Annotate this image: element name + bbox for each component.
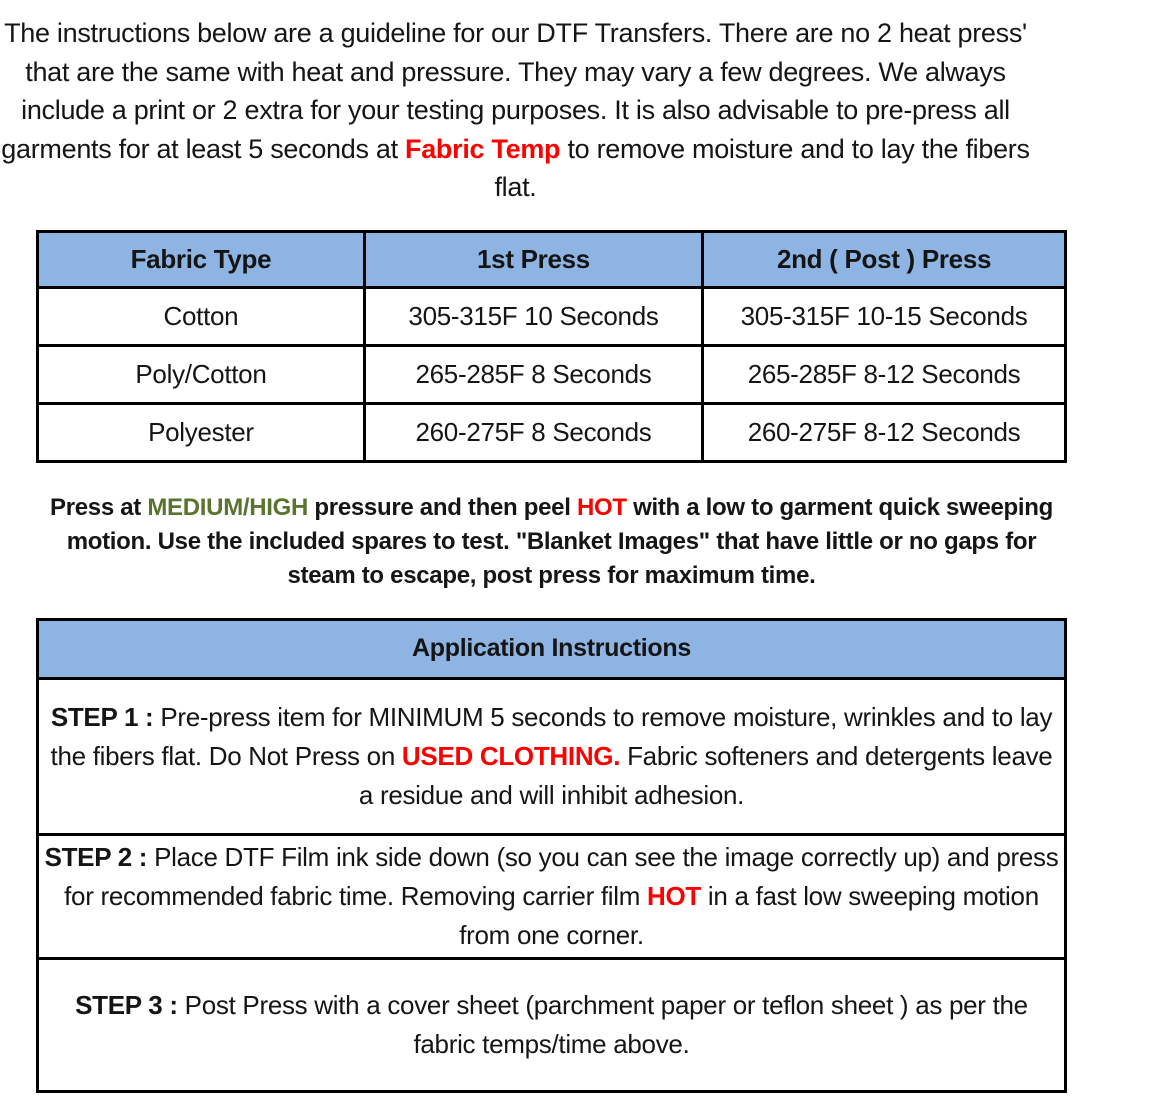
application-instructions-section <box>36 618 1067 1093</box>
header-1st-press: 1st Press <box>364 231 702 287</box>
cell-second-press: 260-275F 8-12 Seconds <box>703 403 1066 461</box>
intro-text-before: The instructions below are a guideline for our DTF Transfers. There are no 2 heat press' that are the same with heat and pressure. They may vary a few degrees. We always include a print or 2 extra for your testing purposes. It is also advisable to pre-press all garments for at least 5 seconds at <box>1 18 1027 164</box>
used-clothing-highlight: USED CLOTHING. <box>401 740 621 771</box>
step-1-seg1: Pre-press item for MINIMUM 5 seconds to remove moisture, wrinkles and to lay the fibers flat. Do Not Press on <box>50 701 1053 771</box>
hot-highlight: HOT <box>576 493 627 521</box>
intro-text-after: to remove moisture and to lay the fibers flat. <box>494 133 1030 202</box>
cell-fabric: Poly/Cotton <box>38 345 365 403</box>
application-table-header-row <box>38 619 1066 678</box>
note-seg5: with a low to garment quick sweeping motion. Use the included spares to test. "Blanket Images" that have little or no gaps for steam to escape, post press for maximum time. <box>66 493 1054 589</box>
medium-high-highlight: MEDIUM/HIGH <box>147 493 309 521</box>
step-2-seg3: in a fast low sweeping motion from one corner. <box>459 880 1039 950</box>
application-instructions-title: Application Instructions <box>38 619 1066 678</box>
cell-second-press: 265-285F 8-12 Seconds <box>703 345 1066 403</box>
cell-first-press: 305-315F 10 Seconds <box>364 287 702 345</box>
step-1-cell <box>38 678 1066 834</box>
cell-fabric: Cotton <box>38 287 365 345</box>
header-2nd-post-press: 2nd ( Post ) Press <box>703 231 1066 287</box>
step-1-label: STEP 1 : <box>50 701 154 732</box>
step-2-seg1: Place DTF Film ink side down (so you can see the image correctly up) and press for recommended fabric time. Removing carrier film <box>64 841 1059 911</box>
table-row-step-3 <box>38 958 1066 1091</box>
cell-first-press: 265-285F 8 Seconds <box>364 345 702 403</box>
application-instructions-table <box>36 618 1067 1093</box>
step-2-label: STEP 2 : <box>44 841 148 872</box>
step-3-cell <box>38 958 1066 1091</box>
table-row-polyester <box>38 403 1066 461</box>
step-1-seg3: Fabric softeners and detergents leave a residue and will inhibit adhesion. <box>358 740 1053 810</box>
table-row-step-1 <box>38 678 1066 834</box>
fabric-press-table <box>36 230 1067 463</box>
table-row-cotton <box>38 287 1066 345</box>
cell-first-press: 260-275F 8 Seconds <box>364 403 702 461</box>
hot-highlight-step2: HOT <box>647 880 701 911</box>
cell-fabric: Polyester <box>38 403 365 461</box>
pressure-note-paragraph <box>36 491 1067 593</box>
intro-paragraph <box>0 14 1031 207</box>
step-3-label: STEP 3 : <box>75 989 178 1020</box>
fabric-temp-highlight: Fabric Temp <box>405 133 561 164</box>
cell-second-press: 305-315F 10-15 Seconds <box>703 287 1066 345</box>
step-2-cell <box>38 834 1066 958</box>
header-fabric-type: Fabric Type <box>38 231 365 287</box>
step-3-seg1: Post Press with a cover sheet (parchment paper or teflon sheet ) as per the fabric temps/time above. <box>177 989 1028 1059</box>
table-row-step-2 <box>38 834 1066 958</box>
table-row-poly-cotton <box>38 345 1066 403</box>
press-table-header-row <box>38 231 1066 287</box>
note-seg3: pressure and then peel <box>308 493 577 521</box>
note-seg1: Press at <box>49 493 148 521</box>
content-column <box>36 230 1067 463</box>
